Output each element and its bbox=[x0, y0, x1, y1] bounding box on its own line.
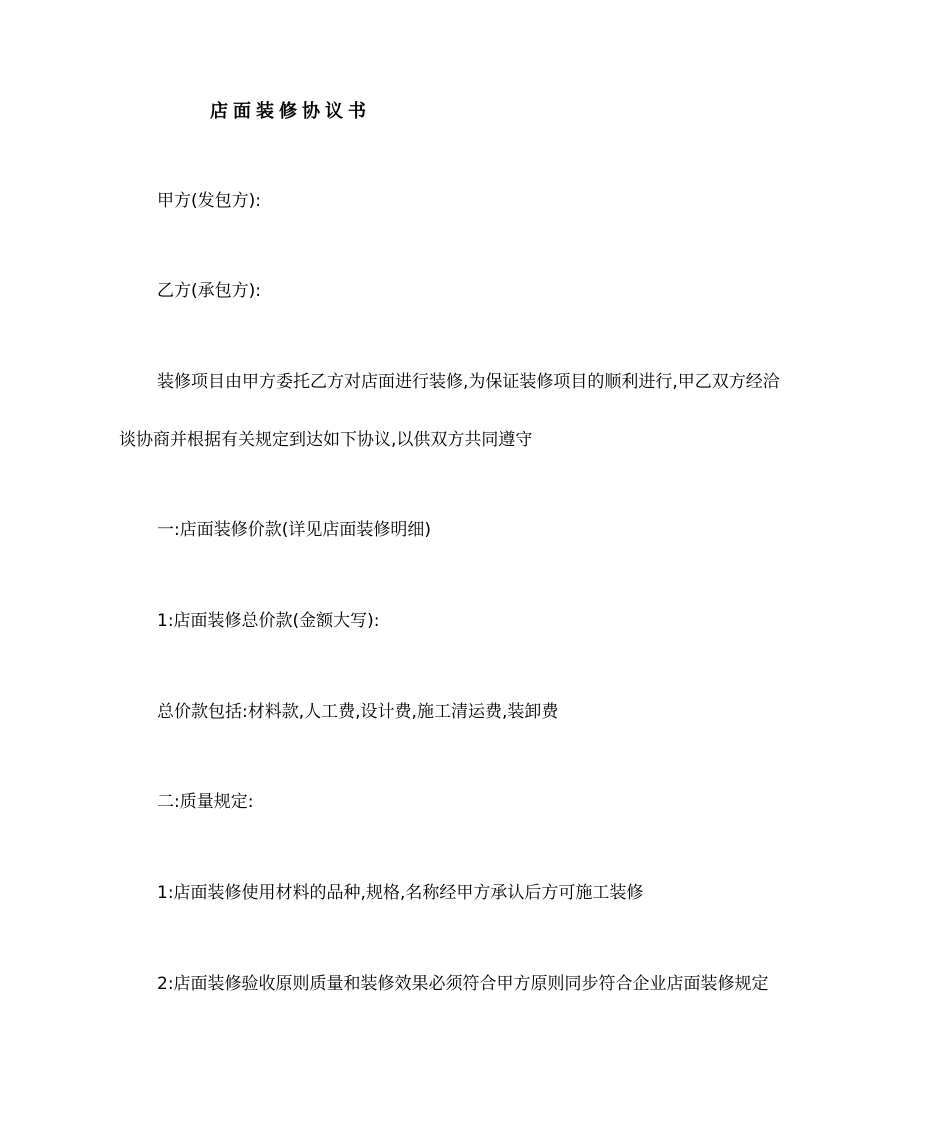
price-includes-line: 总价款包括:材料款,人工费,设计费,施工清运费,装卸费 bbox=[157, 702, 559, 722]
party-b-line: 乙方(承包方): bbox=[157, 281, 261, 301]
party-a-line: 甲方(发包方): bbox=[157, 191, 261, 211]
preamble-line-2: 谈协商并根据有关规定到达如下协议,以供双方共同遵守 bbox=[119, 430, 533, 450]
preamble-line-1: 装修项目由甲方委托乙方对店面进行装修,为保证装修项目的顺利进行,甲乙双方经洽 bbox=[157, 372, 780, 392]
quality-clause-2: 2:店面装修验收原则质量和装修效果必须符合甲方原则同步符合企业店面装修规定 bbox=[157, 974, 769, 994]
document-title: 店面装修协议书 bbox=[210, 101, 371, 122]
section-one-heading: 一:店面装修价款(详见店面装修明细) bbox=[157, 520, 431, 540]
total-price-line: 1:店面装修总价款(金额大写): bbox=[157, 611, 380, 631]
section-two-heading: 二:质量规定: bbox=[157, 792, 254, 812]
quality-clause-1: 1:店面装修使用材料的品种,规格,名称经甲方承认后方可施工装修 bbox=[157, 883, 644, 903]
